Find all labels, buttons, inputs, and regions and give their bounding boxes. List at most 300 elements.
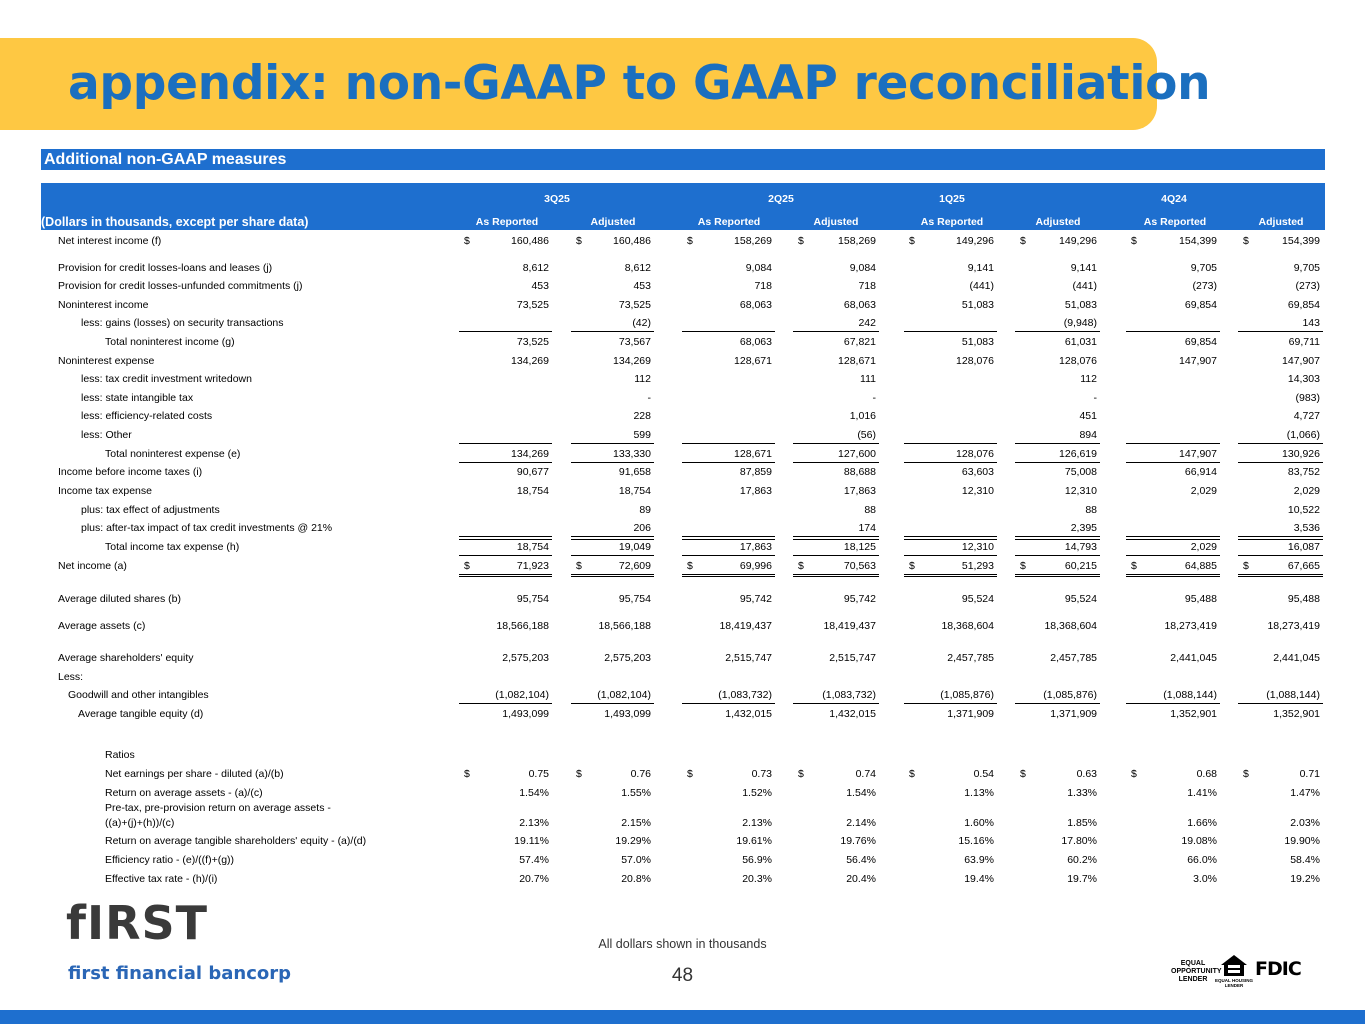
value-cell: 8,612 [522, 262, 549, 274]
value-cell: 2,457,785 [947, 652, 994, 664]
dollar-sign: $ [576, 560, 582, 572]
row-label: less: state intangible tax [81, 392, 194, 404]
quarter-header: 2Q25 [768, 193, 794, 205]
value-cell: 160,486 [613, 235, 651, 247]
table-row [0, 872, 1365, 888]
underline [459, 536, 552, 537]
underline [571, 331, 654, 332]
value-cell: 20.4% [846, 873, 876, 885]
dollar-sign: $ [464, 560, 470, 572]
value-cell: 69,711 [1288, 336, 1320, 348]
underline [1126, 555, 1220, 556]
underline [1015, 539, 1100, 540]
row-label: Provision for credit losses-loans and leases (j) [58, 262, 273, 274]
row-label: Average shareholders' equity [58, 652, 194, 664]
value-cell: 1.52% [742, 787, 772, 799]
value-cell: 61,031 [1064, 336, 1097, 348]
underline [1238, 462, 1323, 463]
underline [459, 539, 552, 540]
table-row [0, 748, 1365, 764]
value-cell: (1,066) [1286, 429, 1320, 441]
underline [904, 331, 997, 332]
value-cell: 2.14% [846, 817, 876, 829]
table-row [0, 853, 1365, 869]
page-number: 48 [671, 965, 694, 986]
row-label: Net income (a) [58, 560, 127, 572]
dollar-sign: $ [909, 235, 915, 247]
value-cell: 9,141 [967, 262, 994, 274]
column-header: As Reported [475, 216, 539, 228]
value-cell: 0.73 [751, 768, 772, 780]
column-header: Adjusted [590, 216, 636, 228]
dollar-sign: $ [909, 560, 915, 572]
underline [1238, 331, 1323, 332]
value-cell: 0.76 [630, 768, 651, 780]
value-cell: 894 [1079, 429, 1097, 441]
column-header: Adjusted [1258, 216, 1304, 228]
value-cell: 20.8% [621, 873, 651, 885]
value-cell: 8,612 [624, 262, 651, 274]
value-cell: 95,524 [1064, 593, 1097, 605]
value-cell: 130,926 [1282, 448, 1320, 460]
fdic-logo: FDIC [1255, 958, 1301, 980]
value-cell: 174 [858, 522, 876, 534]
underline [793, 539, 879, 540]
value-cell: (1,082,104) [597, 689, 651, 701]
row-label: plus: tax effect of adjustments [81, 504, 220, 516]
quarter-header: 3Q25 [544, 193, 570, 205]
value-cell: 4,727 [1293, 410, 1320, 422]
underline [459, 331, 552, 332]
value-cell: 19.11% [514, 835, 549, 847]
underline [793, 331, 879, 332]
row-label: Noninterest income [58, 299, 149, 311]
row-label: Income tax expense [58, 485, 152, 497]
value-cell: 2,457,785 [1050, 652, 1097, 664]
row-label: less: efficiency-related costs [81, 410, 213, 422]
underline [904, 443, 997, 444]
value-cell: 128,076 [956, 355, 994, 367]
underline [571, 555, 654, 556]
value-cell: 0.68 [1196, 768, 1217, 780]
row-label-continued: ((a)+(j)+(h))/(c) [105, 817, 175, 829]
value-cell: 16,087 [1287, 541, 1320, 553]
underline [571, 574, 654, 577]
underline [682, 462, 775, 463]
value-cell: 63,603 [961, 466, 994, 478]
underline [571, 703, 654, 704]
value-cell: 19.61% [736, 835, 772, 847]
value-cell: 95,754 [618, 593, 651, 605]
value-cell: 60.2% [1067, 854, 1097, 866]
value-cell: 17,863 [739, 485, 772, 497]
first-logo: fIRST [66, 896, 209, 950]
value-cell: 2.15% [621, 817, 651, 829]
value-cell: 51,293 [961, 560, 994, 572]
row-label: Provision for credit losses-unfunded commitments (j) [58, 280, 303, 292]
value-cell: 69,854 [1184, 336, 1217, 348]
value-cell: 88 [1085, 504, 1097, 516]
value-cell: - [647, 392, 651, 404]
value-cell: 9,084 [849, 262, 876, 274]
value-cell: 112 [1080, 373, 1097, 385]
value-cell: 19.2% [1290, 873, 1320, 885]
table-row [0, 540, 1365, 556]
value-cell: 599 [633, 429, 651, 441]
table-row [0, 234, 1365, 250]
dollar-sign: $ [576, 235, 582, 247]
table-row [0, 767, 1365, 783]
value-cell: 154,399 [1282, 235, 1320, 247]
row-label: Less: [58, 671, 84, 683]
value-cell: 3.0% [1193, 873, 1217, 885]
value-cell: 2,395 [1070, 522, 1097, 534]
value-cell: 73,525 [516, 299, 549, 311]
value-cell: 69,854 [1184, 299, 1217, 311]
column-header: Adjusted [813, 216, 859, 228]
underline [1238, 536, 1323, 537]
underline [904, 703, 997, 704]
value-cell: 2.13% [742, 817, 772, 829]
underline [793, 443, 879, 444]
value-cell: (9,948) [1063, 317, 1097, 329]
value-cell: 95,488 [1287, 593, 1320, 605]
underline [459, 555, 552, 556]
underline [682, 555, 775, 556]
dollar-sign: $ [464, 768, 470, 780]
value-cell: 2,515,747 [725, 652, 772, 664]
value-cell: - [1093, 392, 1097, 404]
dollar-sign: $ [687, 235, 693, 247]
underline [904, 462, 997, 463]
underline [1015, 443, 1100, 444]
value-cell: 228 [633, 410, 651, 422]
value-cell: 56.9% [742, 854, 772, 866]
table-row [0, 298, 1365, 314]
value-cell: 15.16% [958, 835, 994, 847]
value-cell: 70,563 [843, 560, 876, 572]
value-cell: 73,525 [618, 299, 651, 311]
value-cell: 1.60% [964, 817, 994, 829]
value-cell: 63.9% [964, 854, 994, 866]
value-cell: 87,859 [739, 466, 772, 478]
table-row [0, 335, 1365, 351]
dollar-sign: $ [1020, 768, 1026, 780]
value-cell: 88 [864, 504, 876, 516]
value-cell: 14,303 [1287, 373, 1320, 385]
dollar-sign: $ [687, 560, 693, 572]
value-cell: 2,029 [1293, 485, 1320, 497]
table-row [0, 391, 1365, 407]
table-row [0, 316, 1365, 332]
value-cell: 71,923 [516, 560, 549, 572]
value-cell: 18,368,604 [941, 620, 994, 632]
table-row [0, 261, 1365, 277]
value-cell: 19.76% [840, 835, 876, 847]
underline [1238, 703, 1323, 704]
value-cell: 17,863 [843, 485, 876, 497]
value-cell: 18,273,419 [1164, 620, 1217, 632]
value-cell: 18,419,437 [823, 620, 876, 632]
units-label: (Dollars in thousands, except per share data) [41, 215, 309, 229]
value-cell: 2,441,045 [1273, 652, 1320, 664]
underline [793, 462, 879, 463]
dollar-sign: $ [1131, 235, 1137, 247]
value-cell: 1.54% [519, 787, 549, 799]
value-cell: 128,671 [734, 355, 772, 367]
value-cell: 12,310 [1064, 485, 1097, 497]
underline [1126, 462, 1220, 463]
value-cell: 2,575,203 [604, 652, 651, 664]
value-cell: 18,754 [516, 485, 549, 497]
value-cell: 91,658 [618, 466, 651, 478]
value-cell: 1.54% [846, 787, 876, 799]
value-cell: (1,088,144) [1163, 689, 1217, 701]
table-row [0, 428, 1365, 444]
row-label: Ratios [105, 749, 135, 761]
dollar-sign: $ [798, 768, 804, 780]
table-row [0, 447, 1365, 463]
value-cell: 1.55% [621, 787, 651, 799]
row-label: Income before income taxes (i) [58, 466, 203, 478]
value-cell: 67,821 [843, 336, 876, 348]
bottom-bar [0, 1010, 1365, 1024]
value-cell: 51,083 [961, 299, 994, 311]
column-header: As Reported [697, 216, 761, 228]
underline [904, 539, 997, 540]
table-row [0, 484, 1365, 500]
value-cell: 60,215 [1064, 560, 1097, 572]
row-label: Average tangible equity (d) [78, 708, 204, 720]
value-cell: 1,432,015 [725, 708, 772, 720]
dollar-sign: $ [798, 235, 804, 247]
value-cell: 51,083 [1064, 299, 1097, 311]
value-cell: 2,515,747 [829, 652, 876, 664]
underline [904, 555, 997, 556]
value-cell: 17.80% [1061, 835, 1097, 847]
row-label: Goodwill and other intangibles [68, 689, 209, 701]
value-cell: (441) [969, 280, 994, 292]
value-cell: 95,488 [1184, 593, 1217, 605]
table-row [0, 521, 1365, 537]
value-cell: 9,705 [1293, 262, 1320, 274]
value-cell: 18,754 [618, 485, 651, 497]
quarter-header: 4Q24 [1161, 193, 1187, 205]
footnote: All dollars shown in thousands [598, 937, 767, 951]
value-cell: 128,671 [838, 355, 876, 367]
value-cell: (1,083,732) [822, 689, 876, 701]
value-cell: 1.33% [1067, 787, 1097, 799]
value-cell: 718 [754, 280, 772, 292]
value-cell: 1.85% [1067, 817, 1097, 829]
value-cell: 1.41% [1187, 787, 1217, 799]
value-cell: 451 [1079, 410, 1097, 422]
value-cell: 2,029 [1190, 541, 1217, 553]
value-cell: 19.7% [1067, 873, 1097, 885]
underline [571, 539, 654, 540]
underline [682, 703, 775, 704]
underline [1015, 703, 1100, 704]
value-cell: 154,399 [1179, 235, 1217, 247]
value-cell: 56.4% [846, 854, 876, 866]
value-cell: 1,352,901 [1170, 708, 1217, 720]
underline [1126, 703, 1220, 704]
value-cell: 3,536 [1293, 522, 1320, 534]
value-cell: 69,996 [739, 560, 772, 572]
table-row [0, 559, 1365, 575]
table-header [41, 183, 1325, 230]
value-cell: 17,863 [739, 541, 772, 553]
dollar-sign: $ [909, 768, 915, 780]
value-cell: 1,432,015 [829, 708, 876, 720]
value-cell: (56) [857, 429, 876, 441]
value-cell: 18,419,437 [719, 620, 772, 632]
table-row [0, 670, 1365, 686]
value-cell: 95,524 [961, 593, 994, 605]
value-cell: 68,063 [739, 336, 772, 348]
underline [1126, 536, 1220, 537]
table-row [0, 279, 1365, 295]
value-cell: 18,566,188 [598, 620, 651, 632]
row-label: Net interest income (f) [58, 235, 162, 247]
value-cell: 128,671 [734, 448, 772, 460]
value-cell: 147,907 [1179, 448, 1217, 460]
value-cell: 453 [633, 280, 651, 292]
underline [682, 331, 775, 332]
underline [904, 536, 997, 537]
equal-housing-icon [1215, 954, 1253, 988]
underline [571, 443, 654, 444]
value-cell: 19.90% [1284, 835, 1320, 847]
underline [459, 443, 552, 444]
dollar-sign: $ [1131, 768, 1137, 780]
underline [682, 443, 775, 444]
row-label: Total noninterest expense (e) [105, 448, 241, 460]
value-cell: 1,493,099 [502, 708, 549, 720]
value-cell: 69,854 [1287, 299, 1320, 311]
underline [793, 536, 879, 537]
dollar-sign: $ [1020, 235, 1026, 247]
value-cell: (1,082,104) [495, 689, 549, 701]
underline [904, 574, 997, 577]
value-cell: (983) [1295, 392, 1320, 404]
value-cell: 89 [639, 504, 651, 516]
value-cell: 134,269 [613, 355, 651, 367]
value-cell: 90,677 [516, 466, 549, 478]
value-cell: 73,567 [618, 336, 651, 348]
value-cell: 147,907 [1282, 355, 1320, 367]
value-cell: 18,125 [843, 541, 876, 553]
value-cell: 73,525 [516, 336, 549, 348]
equal-housing-text: EQUAL HOUSING [1215, 978, 1253, 983]
column-header: As Reported [920, 216, 984, 228]
value-cell: 128,076 [956, 448, 994, 460]
underline [682, 574, 775, 577]
underline [459, 703, 552, 704]
value-cell: 72,609 [618, 560, 651, 572]
value-cell: 88,688 [843, 466, 876, 478]
row-label: Total noninterest income (g) [105, 336, 235, 348]
value-cell: 134,269 [511, 448, 549, 460]
value-cell: 1,371,909 [947, 708, 994, 720]
table-row [0, 465, 1365, 481]
table-row [0, 619, 1365, 635]
value-cell: 143 [1302, 317, 1320, 329]
table-row [0, 802, 1365, 832]
value-cell: 158,269 [838, 235, 876, 247]
value-cell: 95,742 [843, 593, 876, 605]
row-label: plus: after-tax impact of tax credit investments @ 21% [81, 522, 333, 534]
table-row [0, 503, 1365, 519]
value-cell: 58.4% [1290, 854, 1320, 866]
underline [1238, 555, 1323, 556]
value-cell: 1,016 [849, 410, 876, 422]
value-cell: 64,885 [1184, 560, 1217, 572]
table-row [0, 409, 1365, 425]
value-cell: 66.0% [1187, 854, 1217, 866]
underline [459, 462, 552, 463]
value-cell: 0.54 [973, 768, 994, 780]
row-label: Return on average assets - (a)/(c) [105, 787, 263, 799]
value-cell: 95,742 [739, 593, 772, 605]
underline [1015, 462, 1100, 463]
value-cell: (273) [1192, 280, 1217, 292]
column-header: As Reported [1143, 216, 1207, 228]
value-cell: 718 [858, 280, 876, 292]
row-label: Total income tax expense (h) [105, 541, 240, 553]
value-cell: 242 [858, 317, 876, 329]
value-cell: 19,049 [618, 541, 651, 553]
value-cell: 51,083 [961, 336, 994, 348]
value-cell: 66,914 [1184, 466, 1217, 478]
table-row [0, 372, 1365, 388]
value-cell: 9,705 [1190, 262, 1217, 274]
value-cell: 133,330 [613, 448, 651, 460]
svg-text:LENDER: LENDER [1224, 983, 1244, 988]
value-cell: 20.3% [742, 873, 772, 885]
value-cell: 68,063 [739, 299, 772, 311]
value-cell: 1,493,099 [604, 708, 651, 720]
value-cell: 1,371,909 [1050, 708, 1097, 720]
value-cell: 19.4% [964, 873, 994, 885]
logo-subtitle: first financial bancorp [68, 963, 291, 984]
value-cell: 112 [634, 373, 651, 385]
dollar-sign: $ [798, 560, 804, 572]
value-cell: 0.75 [528, 768, 549, 780]
value-cell: 149,296 [956, 235, 994, 247]
underline [793, 574, 879, 577]
dollar-sign: $ [1243, 560, 1249, 572]
value-cell: 18,273,419 [1267, 620, 1320, 632]
table-row [0, 707, 1365, 723]
value-cell: 83,752 [1287, 466, 1320, 478]
value-cell: 111 [860, 373, 876, 385]
value-cell: (1,083,732) [718, 689, 772, 701]
value-cell: (1,085,876) [940, 689, 994, 701]
value-cell: 10,522 [1287, 504, 1320, 516]
underline [1015, 536, 1100, 537]
value-cell: 0.63 [1076, 768, 1097, 780]
value-cell: 158,269 [734, 235, 772, 247]
value-cell: 18,754 [516, 541, 549, 553]
value-cell: 19.08% [1181, 835, 1217, 847]
value-cell: 2.13% [519, 817, 549, 829]
value-cell: (42) [632, 317, 651, 329]
table-row [0, 786, 1365, 802]
underline [1015, 555, 1100, 556]
value-cell: 12,310 [961, 541, 994, 553]
value-cell: (273) [1295, 280, 1320, 292]
